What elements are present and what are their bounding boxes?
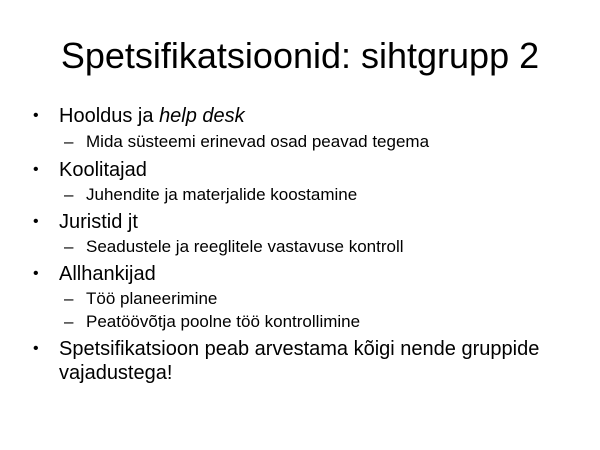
list-item: [64, 289, 218, 309]
bullet-icon: •: [33, 213, 39, 230]
item-text: Juristid jt: [59, 211, 138, 233]
list-item: [33, 262, 156, 286]
bullet-icon: •: [33, 107, 39, 124]
list-item: [33, 210, 138, 234]
slide-title: Spetsifikatsioonid: sihtgrupp 2: [60, 35, 540, 76]
dash-icon: –: [64, 312, 74, 331]
bullet-icon: •: [33, 161, 39, 178]
dash-icon: –: [64, 237, 74, 256]
list-item: [64, 312, 361, 332]
list-item: [33, 158, 147, 182]
item-text: Mida süsteemi erinevad osad peavad tegema: [86, 132, 430, 151]
list-item: [33, 104, 245, 128]
dash-icon: –: [64, 185, 74, 204]
bullet-icon: •: [33, 340, 39, 357]
item-text: Juhendite ja materjalide koostamine: [86, 185, 358, 204]
item-text: Allhankijad: [59, 263, 156, 285]
item-text-italic: help desk: [159, 105, 245, 127]
dash-icon: –: [64, 289, 74, 308]
list-item: [33, 337, 579, 385]
bullet-icon: •: [33, 265, 39, 282]
dash-icon: –: [64, 132, 74, 151]
list-item: [64, 132, 430, 152]
item-text: Peatöövõtja poolne töö kontrollimine: [86, 312, 361, 331]
item-text: Hooldus ja: [59, 105, 160, 127]
item-text: Koolitajad: [59, 159, 147, 181]
list-item: [64, 185, 358, 205]
item-text: Töö planeerimine: [86, 289, 218, 308]
item-text: Spetsifikatsioon peab arvestama kõigi nende gruppide vajadustega!: [59, 338, 540, 384]
list-item: [64, 237, 404, 257]
item-text: Seadustele ja reeglitele vastavuse kontroll: [86, 237, 404, 256]
